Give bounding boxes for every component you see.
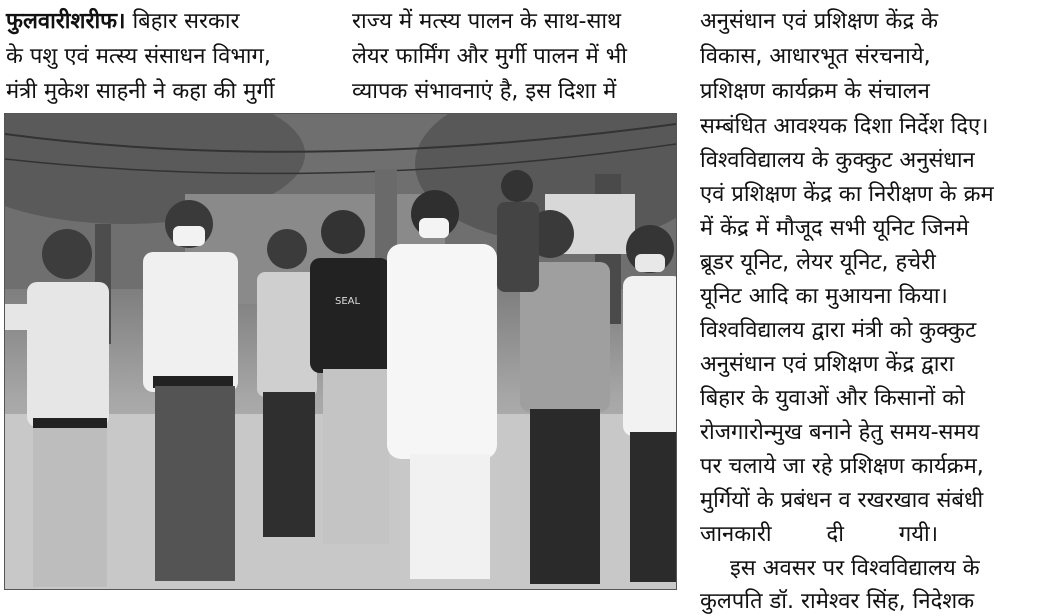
article-text-line bbox=[6, 8, 328, 36]
article-text-line: कुलपति डॉ. रामेश्वर सिंह, निदेशक bbox=[700, 589, 975, 614]
article-text-line: राज्य में मत्स्य पालन के साथ-साथ bbox=[352, 9, 622, 34]
article-text-line: यूनिट आदि का मुआयना किया। bbox=[700, 284, 948, 309]
article-text-line: लेयर फार्मिंग और मुर्गी पालन में भी bbox=[352, 44, 627, 69]
article-text-line: सम्बंधित आवश्यक दिशा निर्देश दिए। bbox=[700, 114, 989, 139]
article-text-line: में केंद्र में मौजूद सभी यूनिट जिनमे bbox=[700, 216, 969, 241]
article-text-line: प्रशिक्षण कार्यक्रम के संचालन bbox=[700, 79, 930, 104]
article-text-line: जानकारी दी गयी। bbox=[700, 522, 939, 547]
news-photo bbox=[4, 113, 677, 590]
article-text-line: मुर्गियों के प्रबंधन व रखरखाव संबंधी bbox=[700, 488, 984, 513]
shirt-print: SEAL bbox=[335, 296, 361, 307]
dateline: फुलवारीशरीफ। bbox=[6, 9, 126, 34]
article-text-line: बिहार के युवाओं और किसानों को bbox=[700, 386, 965, 411]
article-text-line: विकास, आधारभूत संरचनाये, bbox=[700, 44, 931, 69]
person bbox=[623, 225, 676, 582]
person bbox=[143, 200, 238, 581]
article-text-line: अनुसंधान एवं प्रशिक्षण केंद्र के bbox=[700, 9, 939, 34]
article-text-line: पर चलाये जा रहे प्रशिक्षण कार्यक्रम, bbox=[700, 454, 984, 479]
news-photo-illustration bbox=[5, 114, 676, 589]
article-text-line: मंत्री मुकेश साहनी ने कहा की मुर्गी bbox=[6, 79, 275, 104]
person bbox=[257, 229, 317, 537]
article-text-line: रोजगारोन्मुख बनाने हेतु समय-समय bbox=[700, 420, 980, 445]
article-text-line: व्यापक संभावनाएं है, इस दिशा में bbox=[352, 79, 617, 104]
article-text-line: एवं प्रशिक्षण केंद्र का निरीक्षण के क्रम bbox=[700, 182, 994, 207]
article-text-line: इस अवसर पर विश्वविद्यालय के bbox=[730, 556, 980, 581]
article-text-line: ब्रूडर यूनिट, लेयर यूनिट, हचेरी bbox=[700, 250, 936, 275]
article-text-line: अनुसंधान एवं प्रशिक्षण केंद्र द्वारा bbox=[700, 352, 955, 377]
article-text-fragment: बिहार सरकार bbox=[125, 9, 240, 34]
person bbox=[497, 170, 539, 292]
article-text-line: के पशु एवं मत्स्य संसाधन विभाग, bbox=[6, 44, 271, 69]
article-text-line: विश्वविद्यालय के कुक्कुट अनुसंधान bbox=[700, 148, 975, 173]
article-text-line: विश्वविद्यालय द्वारा मंत्री को कुक्कुट bbox=[700, 318, 977, 343]
